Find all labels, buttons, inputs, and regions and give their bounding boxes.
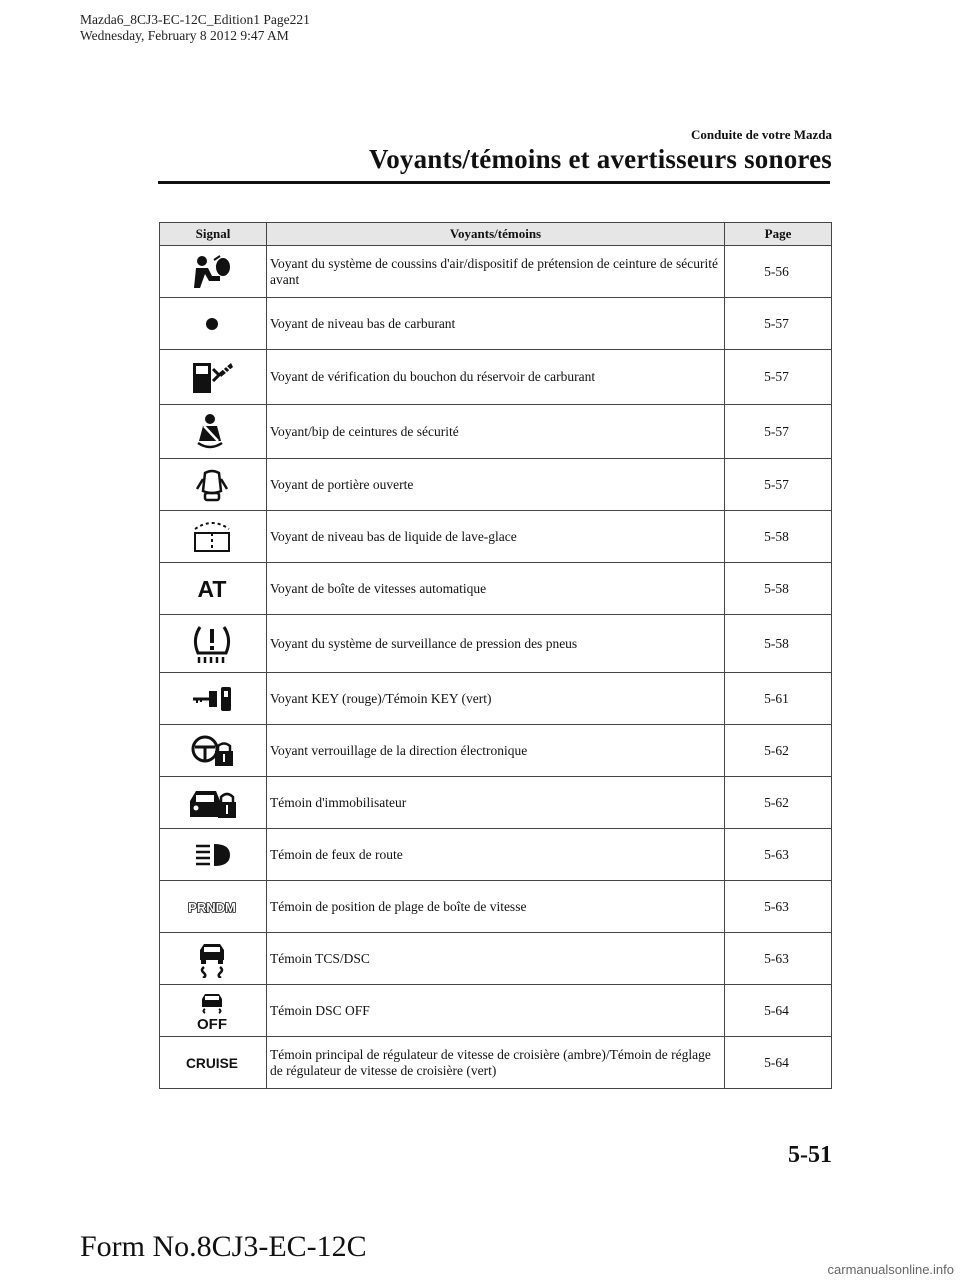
header-description: Voyants/témoins [267,223,725,246]
signal-cell [160,405,267,459]
page-cell: 5-63 [725,933,832,985]
signal-cell [160,673,267,725]
description-cell: Voyant/bip de ceintures de sécurité [267,405,725,459]
print-header-line1: Mazda6_8CJ3-EC-12C_Edition1 Page221 [80,12,310,27]
washer-fluid-icon [191,519,233,555]
at-icon [192,575,232,603]
immobilizer-icon [186,785,238,821]
signal-cell [160,933,267,985]
signal-cell [160,881,267,933]
signal-cell [160,298,267,350]
description-cell: Témoin principal de régulateur de vitesse de croisière (ambre)/Témoin de réglage de régulateur de vitesse de croisière (vert) [267,1037,725,1089]
table-row [160,673,832,725]
seatbelt-icon [194,413,230,451]
form-number: Form No.8CJ3-EC-12C [80,1230,367,1263]
prndm-icon [184,898,240,916]
door-open-icon [194,467,230,503]
page-cell: 5-62 [725,777,832,829]
description-cell: Voyant KEY (rouge)/Témoin KEY (vert) [267,673,725,725]
table-row [160,933,832,985]
table-row [160,829,832,881]
at-icon-label: AT [197,575,226,602]
steering-lock-icon [189,733,235,769]
key-icon [189,681,235,717]
table-row [160,459,832,511]
page-cell: 5-58 [725,563,832,615]
page-cell: 5-62 [725,725,832,777]
header-signal: Signal [160,223,267,246]
page-cell: 5-63 [725,829,832,881]
title-rule [158,181,830,184]
description-cell: Témoin de feux de route [267,829,725,881]
page-cell: 5-56 [725,246,832,298]
table-row [160,881,832,933]
table-row [160,777,832,829]
table-row [160,563,832,615]
signal-cell [160,985,267,1037]
signal-cell [160,615,267,673]
signal-cell [160,459,267,511]
page-cell: 5-58 [725,615,832,673]
section-label: Conduite de votre Mazda [691,127,832,142]
page-number: 5-51 [788,1142,832,1168]
page-cell: 5-57 [725,405,832,459]
dsc-off-icon-label: OFF [196,1015,227,1031]
table-row [160,298,832,350]
description-cell: Voyant du système de coussins d'air/dispositif de prétension de ceinture de sécurité avant [267,246,725,298]
page-cell: 5-57 [725,459,832,511]
table-header-row [160,223,832,246]
signals-table [159,222,832,1089]
table-row [160,985,832,1037]
page-cell: 5-57 [725,350,832,405]
header-page: Page [725,223,832,246]
signal-cell [160,777,267,829]
print-header-line2: Wednesday, February 8 2012 9:47 AM [80,28,289,43]
description-cell: Témoin d'immobilisateur [267,777,725,829]
high-beam-icon [192,840,232,870]
description-cell: Voyant du système de surveillance de pression des pneus [267,615,725,673]
signal-cell [160,350,267,405]
dsc-off-icon [190,991,234,1031]
page-cell: 5-61 [725,673,832,725]
signal-cell [160,246,267,298]
tcs-dsc-icon [194,940,230,978]
signal-cell [160,725,267,777]
table-row [160,615,832,673]
description-cell: Voyant de niveau bas de carburant [267,298,725,350]
prndm-icon-label: PRNDM [187,899,236,915]
signal-cell [160,829,267,881]
description-cell: Voyant de boîte de vitesses automatique [267,563,725,615]
table-row [160,350,832,405]
fuel-cap-check-icon [189,359,235,395]
signal-cell [160,511,267,563]
description-cell: Voyant de portière ouverte [267,459,725,511]
page-cell: 5-57 [725,298,832,350]
table-row [160,1037,832,1089]
section-title: Voyants/témoins et avertisseurs sonores [368,144,832,174]
page-cell: 5-58 [725,511,832,563]
watermark: carmanualsonline.info [827,1262,954,1277]
print-header [80,12,310,44]
airbag-seatbelt-pretensioner-icon [190,254,234,290]
description-cell: Voyant de vérification du bouchon du réservoir de carburant [267,350,725,405]
signal-cell [160,1037,267,1089]
cruise-icon [182,1053,242,1073]
table-row [160,246,832,298]
table-row [160,405,832,459]
page-cell: 5-64 [725,985,832,1037]
cruise-icon-label: CRUISE [185,1054,238,1071]
description-cell: Témoin TCS/DSC [267,933,725,985]
tire-pressure-icon [190,623,234,665]
description-cell: Voyant de niveau bas de liquide de lave-glace [267,511,725,563]
page-cell: 5-63 [725,881,832,933]
table-row [160,725,832,777]
signal-cell [160,563,267,615]
table-row [160,511,832,563]
description-cell: Témoin DSC OFF [267,985,725,1037]
description-cell: Voyant verrouillage de la direction électronique [267,725,725,777]
fuel-level-icon [205,317,219,331]
description-cell: Témoin de position de plage de boîte de vitesse [267,881,725,933]
page-cell: 5-64 [725,1037,832,1089]
